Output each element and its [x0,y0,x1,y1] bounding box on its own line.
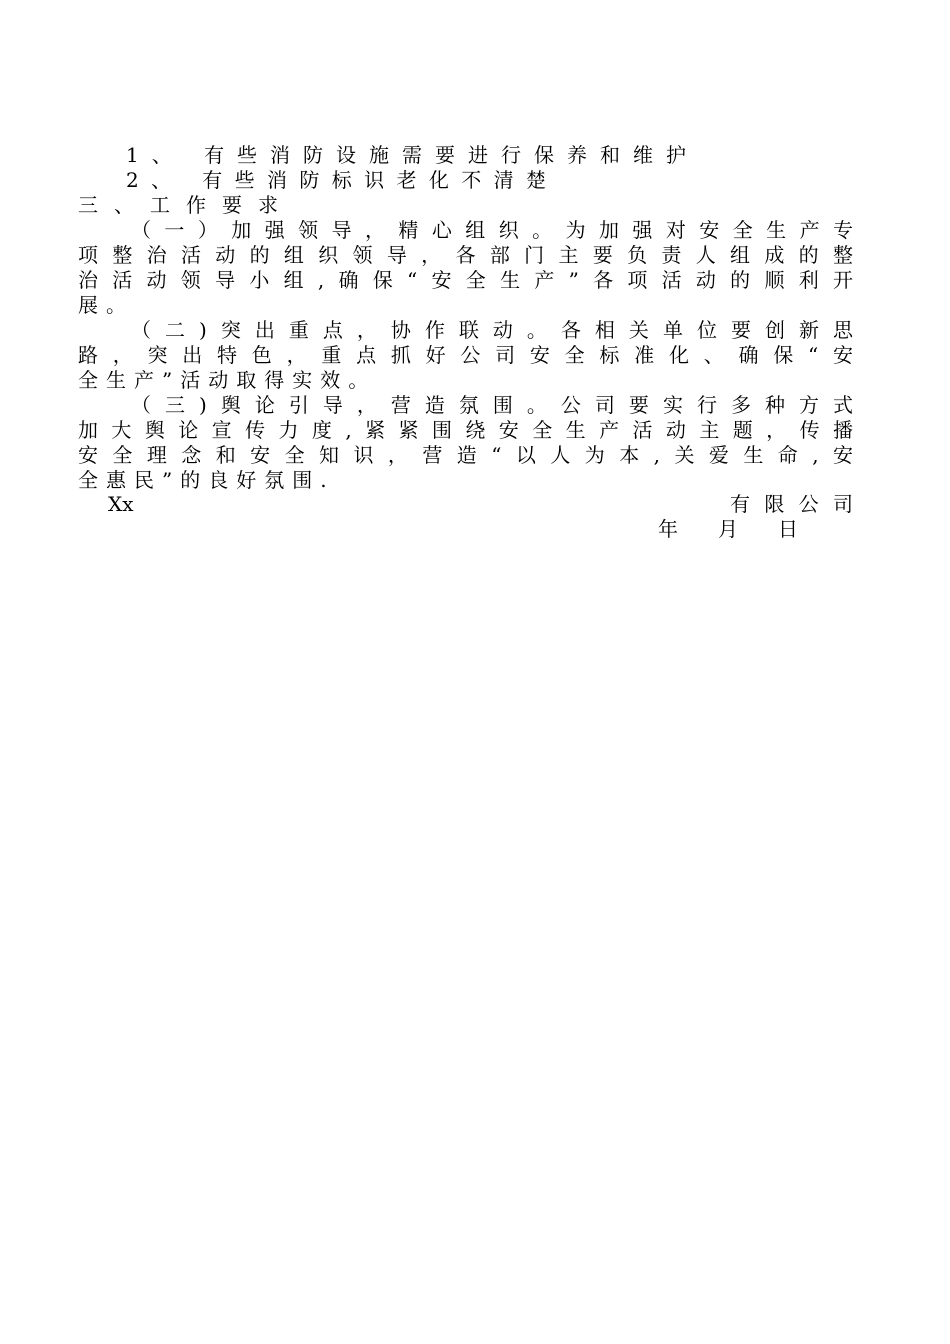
paragraph-2-line-1: （二)突出重点，协作联动。各相关单位要创新思 [131,318,853,342]
paragraph-3-line-2: 加大舆论宣传力度,紧紧围绕安全生产活动主题，传播 [78,418,853,442]
issue-item-2: 2、 有些消防标识老化不清楚 [126,168,546,192]
signature-date: 年 月 日 [658,517,798,541]
paragraph-1-line-1: （一）加强领导，精心组织。为加强对安全生产专 [131,218,853,242]
paragraph-2-line-3: 全生产”活动取得实效。 [78,368,377,392]
section-heading: 三、工作要求 [78,193,278,217]
paragraph-1-line-4: 展。 [78,293,134,317]
signature-company: 有限公司 [730,492,853,516]
paragraph-2-line-2: 路，突出特色，重点抓好公司安全标准化、确保“安 [78,343,853,367]
paragraph-1-line-2: 项整治活动的组织领导，各部门主要负责人组成的整 [78,243,853,267]
paragraph-1-line-3: 治活动领导小组,确保“安全生产”各项活动的顺利开 [78,268,853,292]
paragraph-3-line-3: 安全理念和安全知识，营造“以人为本,关爱生命,安 [78,443,853,467]
paragraph-3-line-1: （三)舆论引导，营造氛围。公司要实行多种方式 [131,393,853,417]
paragraph-3-line-4: 全惠民”的良好氛围. [78,468,335,492]
signature-name: Xx [108,492,134,516]
issue-item-1: 1、 有些消防设施需要进行保养和维护 [126,143,686,167]
